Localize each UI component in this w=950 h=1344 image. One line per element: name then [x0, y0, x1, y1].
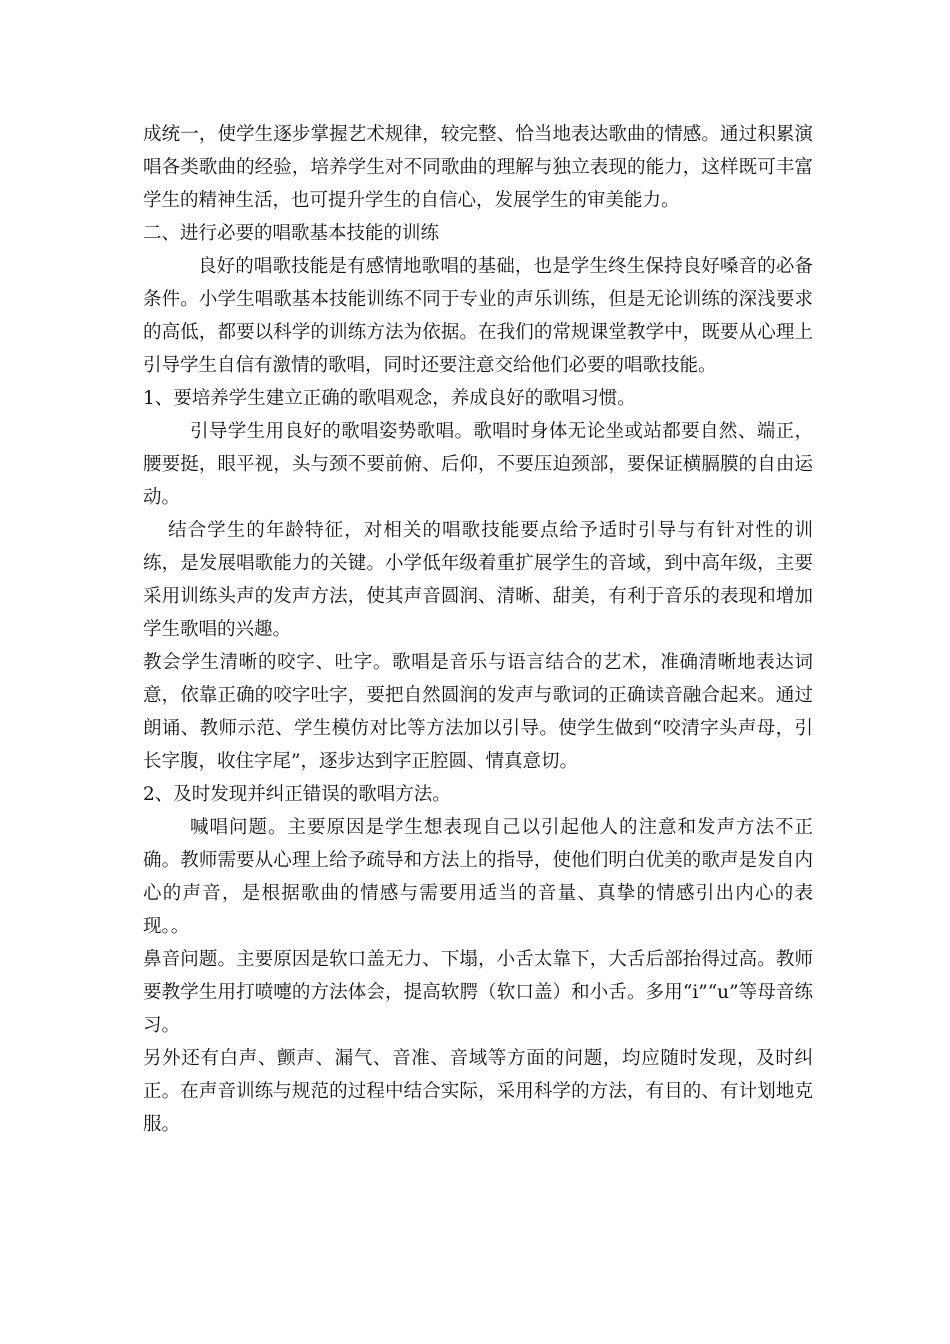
section-heading-2: 二、进行必要的唱歌基本技能的训练 — [143, 223, 440, 244]
paragraph-other-problems: 另外还有白声、颤声、漏气、音准、音域等方面的问题，均应随时发现，及时纠正。在声音训练与规范的过程中结合实际，采用科学的方法，有目的、有计划地克服。 — [143, 1048, 813, 1135]
paragraph-shouting-problem: 喊唱问题。主要原因是学生想表现自己以引起他人的注意和发声方法不正确。教师需要从心理上给予疏导和方法上的指导，使他们明白优美的歌声是发自内心的声音，是根据歌曲的情感与需要用适当的音量、真挚的情感引出内心的表现。。 — [143, 817, 813, 937]
subsection-heading-1: 1、要培养学生建立正确的歌唱观念，养成良好的歌唱习惯。 — [143, 388, 636, 409]
paragraph-age-characteristics: 结合学生的年龄特征，对相关的唱歌技能要点给予适时引导与有针对性的训练，是发展唱歌能力的关键。小学低年级着重扩展学生的音域，到中高年级，主要采用训练头声的发声方法，使其声音圆润、清晰、甜美，有利于音乐的表现和增加学生歌唱的兴趣。 — [143, 520, 813, 640]
paragraph-singing-skills: 良好的唱歌技能是有感情地歌唱的基础，也是学生终生保持良好嗓音的必备条件。小学生唱歌基本技能训练不同于专业的声乐训练，但是无论训练的深浅要求的高低，都要以科学的训练方法为依据。在我们的常规课堂教学中，既要从心理上引导学生自信有激情的歌唱，同时还要注意交给他们必要的唱歌技能。 — [143, 256, 813, 376]
paragraph-articulation: 教会学生清晰的咬字、吐字。歌唱是音乐与语言结合的艺术，准确清晰地表达词意，依靠正确的咬字吐字，要把自然圆润的发声与歌词的正确读音融合起来。通过朗诵、教师示范、学生模仿对比等方法加以引导。使学生做到“咬清字头声母，引长字腹，收住字尾”，逐步达到字正腔圆、情真意切。 — [143, 652, 813, 772]
document-body — [143, 118, 813, 1141]
paragraph-intro-continuation: 成统一，使学生逐步掌握艺术规律，较完整、恰当地表达歌曲的情感。通过积累演唱各类歌曲的经验，培养学生对不同歌曲的理解与独立表现的能力，这样既可丰富学生的精神生活，也可提升学生的自信心，发展学生的审美能力。 — [143, 124, 813, 211]
paragraph-singing-posture: 引导学生用良好的歌唱姿势歌唱。歌唱时身体无论坐或站都要自然、端正，腰要挺，眼平视，头与颈不要前俯、后仰，不要压迫颈部，要保证横膈膜的自由运动。 — [143, 421, 813, 508]
paragraph-nasal-problem: 鼻音问题。主要原因是软口盖无力、下塌，小舌太靠下，大舌后部抬得过高。教师要教学生用打喷嚏的方法体会，提高软腭（软口盖）和小舌。多用“i”“u”等母音练习。 — [143, 949, 813, 1036]
subsection-heading-2: 2、及时发现并纠正错误的歌唱方法。 — [143, 784, 451, 805]
